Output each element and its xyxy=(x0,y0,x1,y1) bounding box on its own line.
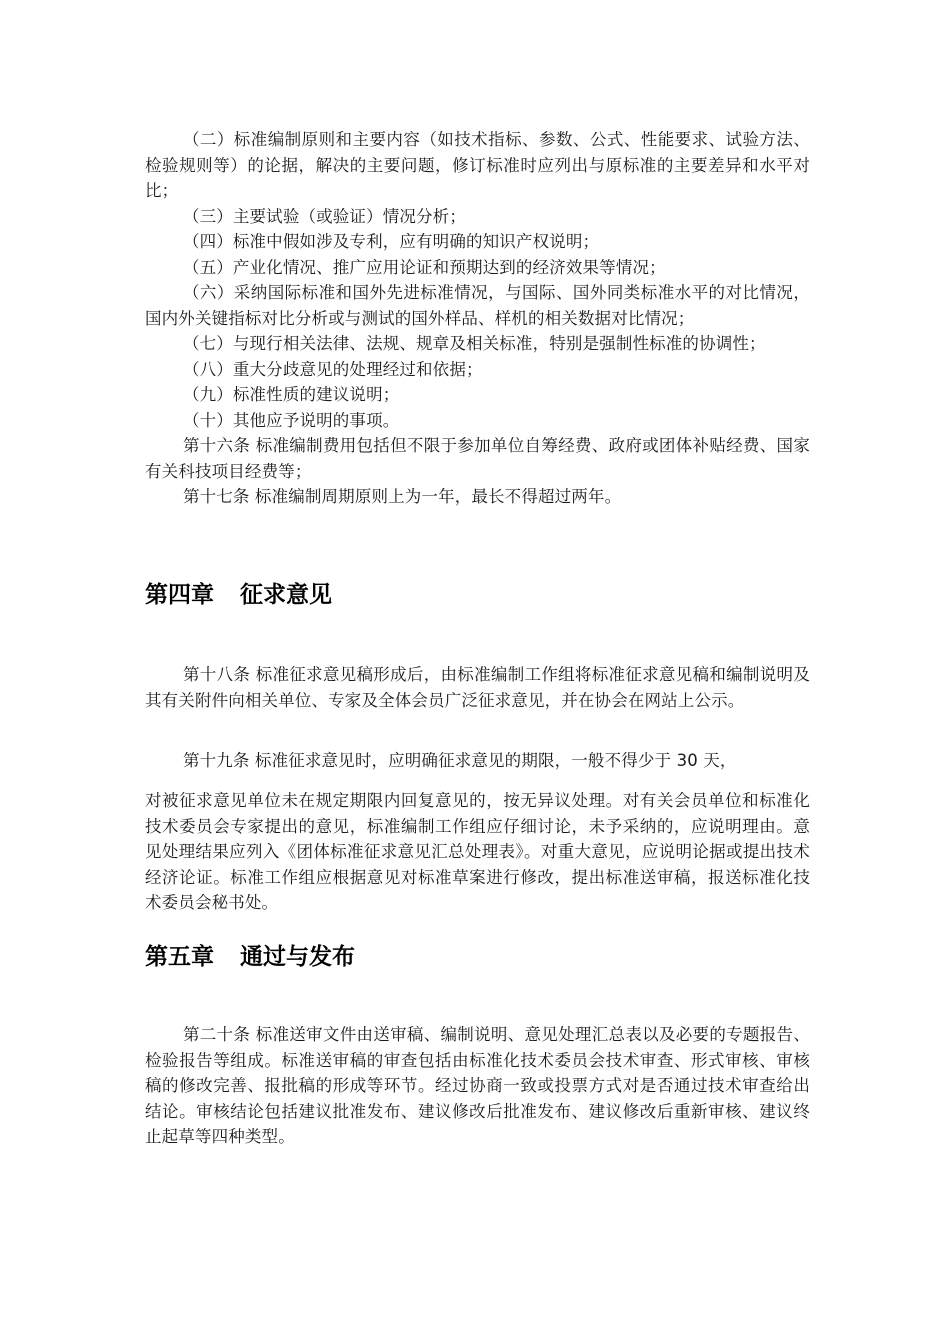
chapter-5-title: 通过与发布 xyxy=(240,944,355,970)
list-item: （七）与现行相关法律、法规、规章及相关标准，特别是强制性标准的协调性； xyxy=(182,334,766,353)
list-item: （八）重大分歧意见的处理经过和依据； xyxy=(182,359,483,379)
article-18: 第十八条 标准征求意见稿形成后，由标准编制工作组将标准征求意见稿和编制说明及其有关附件向相关单位、专家及全体会员广泛征求意见，并在协会在网站上公示。 xyxy=(145,665,810,710)
article-20-block xyxy=(145,1022,810,1150)
article-17: 第十七条 标准编制周期原则上为一年，最长不得超过两年。 xyxy=(182,487,622,506)
list-item: （六）采纳国际标准和国外先进标准情况，与国际、国外同类标准水平的对比情况，国内外关键指标对比分析或与测试的国外样品、样机的相关数据对比情况； xyxy=(145,283,810,328)
chapter-4-number: 第四章 xyxy=(145,582,214,608)
section-list-block xyxy=(145,127,810,510)
article-19-rest-block xyxy=(145,788,810,916)
article-16: 第十六条 标准编制费用包括但不限于参加单位自筹经费、政府或团体补贴经费、国家有关科技项目经费等； xyxy=(145,436,810,481)
chapter-4-title: 征求意见 xyxy=(240,582,332,608)
article-19-first-line: 第十九条 标准征求意见时，应明确征求意见的期限，一般不得少于 30 天， xyxy=(182,751,737,770)
article-20: 第二十条 标准送审文件由送审稿、编制说明、意见处理汇总表以及必要的专题报告、检验报告等组成。标准送审稿的审查包括由标准化技术委员会技术审查、形式审核、审核稿的修改完善、报批稿的形成等环节。经过协商一致或投票方式对是否通过技术审查给出结论。审核结论包括建议批准发布、建议修改后批准发布、建议修改后重新审核、建议终止起草等四种类型。 xyxy=(145,1025,810,1146)
chapter-5-number: 第五章 xyxy=(145,944,214,970)
article-19-first-line-block xyxy=(145,748,810,774)
list-item: （二）标准编制原则和主要内容（如技术指标、参数、公式、性能要求、试验方法、检验规则等）的论据，解决的主要问题，修订标准时应列出与原标准的主要差异和水平对比； xyxy=(145,130,810,200)
article-18-block xyxy=(145,662,810,713)
list-item: （三）主要试验（或验证）情况分析； xyxy=(182,206,466,226)
chapter-5-heading xyxy=(145,942,355,972)
chapter-4-heading xyxy=(145,580,332,610)
list-item: （九）标准性质的建议说明； xyxy=(182,385,400,404)
article-19-rest: 对被征求意见单位未在规定期限内回复意见的，按无异议处理。对有关会员单位和标准化技术委员会专家提出的意见，标准编制工作组应仔细讨论，未予采纳的，应说明理由。意见处理结果应列入《团体标准征求意见汇总处理表》。对重大意见，应说明论据或提出技术经济论证。标准工作组应根据意见对标准草案进行修改，提出标准送审稿，报送标准化技术委员会秘书处。 xyxy=(145,791,810,912)
list-item: （四）标准中假如涉及专利，应有明确的知识产权说明； xyxy=(182,232,600,251)
list-item: （五）产业化情况、推广应用论证和预期达到的经济效果等情况； xyxy=(182,257,666,277)
list-item: （十）其他应予说明的事项。 xyxy=(182,410,400,430)
